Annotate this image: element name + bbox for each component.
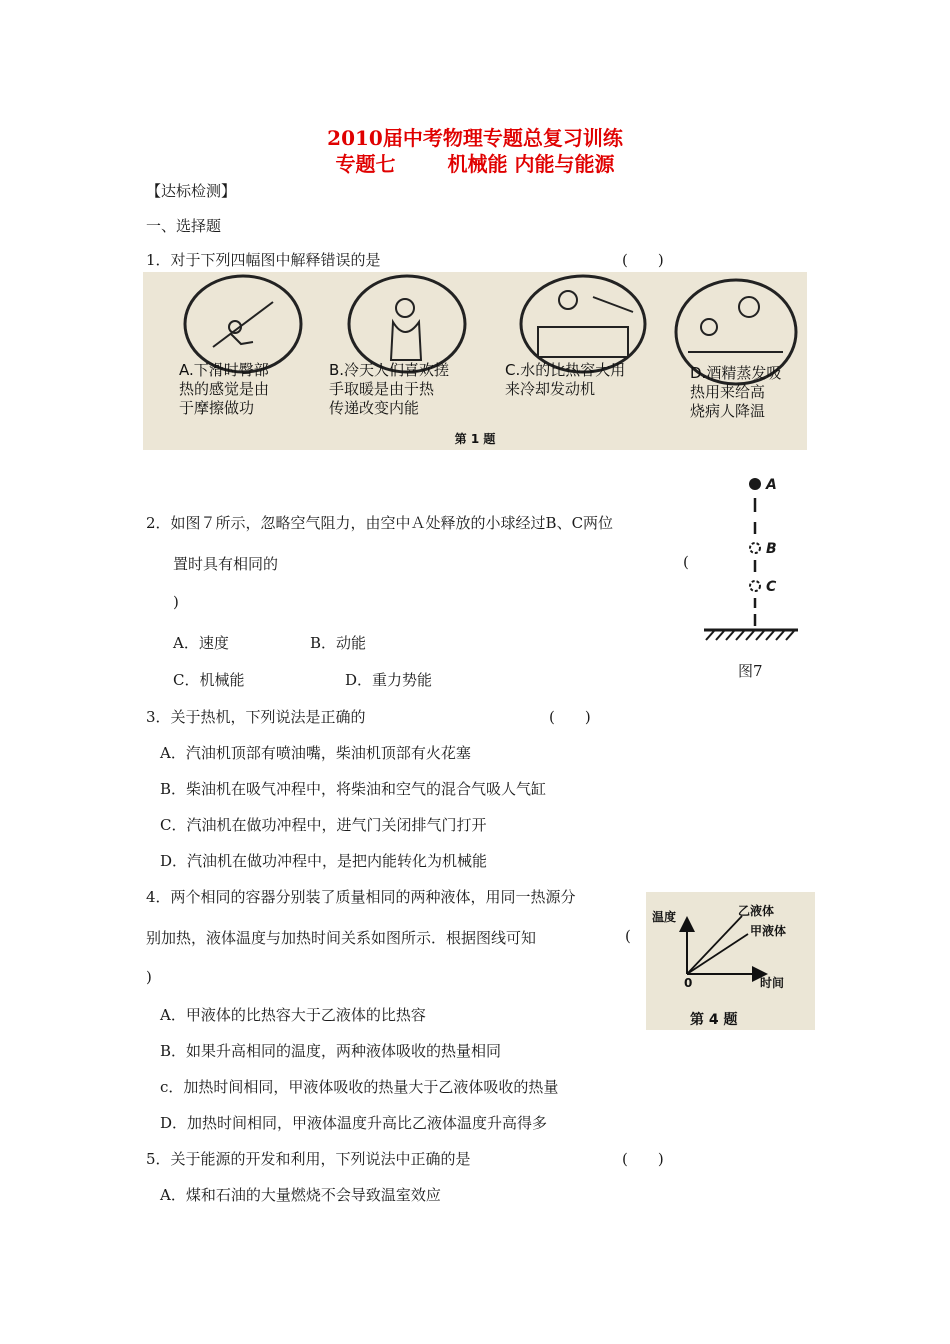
ball-a-icon: [749, 478, 761, 490]
line-jia: [687, 934, 748, 974]
q3-option-b: B．柴油机在吸气冲程中，将柴油和空气的混合气吸人气缸: [160, 780, 547, 798]
q4-paren-open: (: [625, 927, 631, 945]
panel-a-illustration: [185, 276, 301, 372]
q1-stem: 1．对于下列四幅图中解释错误的是: [146, 251, 381, 269]
q4-option-d: D．加热时间相同，甲液体温度升高比乙液体温度升高得多: [160, 1114, 548, 1132]
q4-figure-caption: 第 4 题: [690, 1012, 738, 1028]
q3-option-c: C．汽油机在做功冲程中，进气门关闭排气门打开: [160, 816, 487, 834]
q3-answer-paren: ( ): [549, 708, 591, 726]
falling-ball-diagram: [700, 472, 810, 652]
q2-stem-line1: 2．如图７所示，忽略空气阻力，由空中Ａ处释放的小球经过B、C两位: [146, 514, 614, 532]
q1-figure-caption: 第 1 题: [454, 432, 496, 446]
q4-option-c: c．加热时间相同，甲液体吸收的热量大于乙液体吸收的热量: [160, 1078, 559, 1096]
q4-figure: [646, 892, 815, 1030]
q2-option-d: D．重力势能: [345, 671, 433, 689]
part-label: 一、选择题: [146, 217, 222, 235]
q4-stem-line1: 4．两个相同的容器分别装了质量相同的两种液体，用同一热源分: [146, 888, 576, 906]
label-b: B: [766, 541, 777, 557]
label-a: A: [766, 477, 777, 493]
panel-b-illustration: [349, 276, 465, 372]
y-axis-label: 温度: [652, 910, 677, 924]
origin-label: 0: [684, 976, 693, 990]
panel-c-illustration: [521, 276, 645, 372]
q3-stem: 3．关于热机，下列说法是正确的: [146, 708, 366, 726]
q2-figure-7: [700, 472, 810, 682]
q5-option-a: A．煤和石油的大量燃烧不会导致温室效应: [160, 1186, 441, 1204]
q2-paren-close: ): [173, 593, 179, 611]
q3-option-a: A．汽油机顶部有喷油嘴，柴油机顶部有火花塞: [160, 744, 471, 762]
subtitle-topic-number: 专题七: [335, 152, 396, 176]
q2-option-c: C．机械能: [173, 671, 245, 689]
yi-liquid-label: 乙液体: [738, 904, 775, 918]
q1-panel-b-text: B.冷天人们喜欢搓 手取暖是由于热 传递改变内能: [329, 361, 450, 417]
q4-option-b: B．如果升高相同的温度，两种液体吸收的热量相同: [160, 1042, 502, 1060]
label-c: C: [766, 579, 777, 595]
q4-stem-line2: 别加热，液体温度与加热时间关系如图所示．根据图线可知: [146, 929, 537, 947]
figure-7-caption: 图7: [738, 662, 763, 680]
q5-answer-paren: ( ): [622, 1150, 664, 1168]
subtitle-topic-name: 机械能 内能与能源: [447, 152, 615, 176]
section-label: 【达标检测】: [146, 182, 237, 200]
q2-stem-line2: 置时具有相同的: [173, 555, 279, 573]
ball-b-icon: [750, 543, 760, 553]
ball-c-icon: [750, 581, 760, 591]
q4-paren-close: ): [146, 968, 152, 986]
q4-option-a: A．甲液体的比热容大于乙液体的比热容: [160, 1006, 426, 1024]
q2-option-b: B．动能: [310, 634, 367, 652]
q1-answer-paren: ( ): [622, 251, 664, 269]
q1-figure: [143, 272, 807, 450]
x-axis-label: 时间: [760, 976, 785, 990]
line-yi: [687, 916, 742, 974]
document-title: 2010届中考物理专题总复习训练: [327, 126, 623, 150]
ground-hatch: [706, 631, 794, 640]
q5-stem: 5．关于能源的开发和利用，下列说法中正确的是: [146, 1150, 471, 1168]
q1-panel-a-text: A.下滑时臀部 热的感觉是由 于摩擦做功: [179, 361, 270, 417]
jia-liquid-label: 甲液体: [750, 924, 787, 938]
q2-option-a: A．速度: [173, 634, 229, 652]
document-subtitle: [0, 148, 950, 177]
q3-option-d: D．汽油机在做功冲程中，是把内能转化为机械能: [160, 852, 488, 870]
q2-paren-open: (: [683, 553, 689, 571]
q1-panel-c-text: C.水的比热容大用 来冷却发动机: [505, 361, 626, 398]
q1-panel-d-text: D.酒精蒸发吸 热用来给高 烧病人降温: [690, 364, 782, 420]
